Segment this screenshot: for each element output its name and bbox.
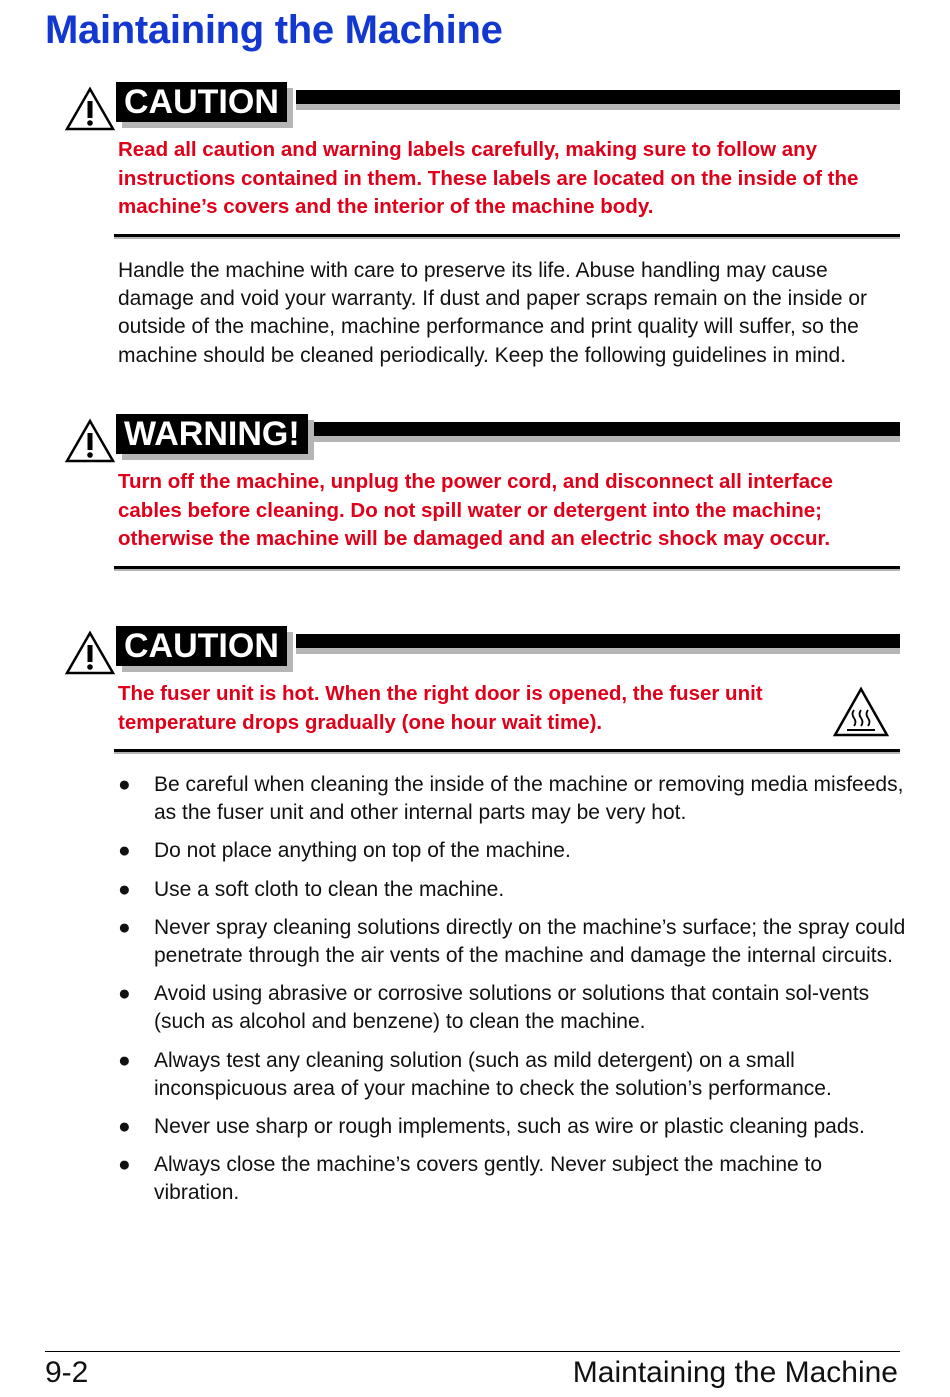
footer-section-title: Maintaining the Machine (572, 1356, 898, 1389)
caution-box-labels (64, 82, 900, 239)
bullet-icon: ● (118, 915, 131, 939)
warning-triangle-icon (64, 418, 116, 464)
caution-bar (296, 634, 900, 648)
bullet-icon: ● (118, 1048, 131, 1072)
list-item: ● Never spray cleaning solutions directly on the machine’s surface; the spray could penetrate through the air vents of the machine and damage the internal circuits. (118, 915, 906, 968)
guidelines-list (118, 771, 908, 1218)
list-item: ● Avoid using abrasive or corrosive solutions or solutions that contain sol-vents (such as alcohol and benzene) to clean the machine. (118, 982, 870, 1034)
warning-text: Turn off the machine, unplug the power cord, and disconnect all interface cables before cleaning. Do not spill water or detergent into the machine; otherwise the machine will be damaged and an electric shock may occur. (118, 470, 833, 550)
warning-triangle-icon (64, 630, 116, 676)
list-item: ● Be careful when cleaning the inside of the machine or removing media misfeeds, as the fuser unit and other internal parts may be very hot. (118, 773, 904, 825)
warning-bar (314, 422, 900, 436)
list-item: ● Use a soft cloth to clean the machine. (118, 876, 908, 904)
caution-text: Read all caution and warning labels carefully, making sure to follow any instructions contained in them. These labels are located on the inside of the machine’s covers and the interior of the machine body. (118, 138, 859, 218)
caution-divider (114, 234, 900, 239)
list-item: ● Never use sharp or rough implements, such as wire or plastic cleaning pads. (118, 1113, 908, 1141)
caution-label: CAUTION (116, 82, 287, 122)
caution-divider (114, 749, 900, 754)
bullet-icon: ● (118, 877, 131, 901)
bullet-icon: ● (118, 839, 131, 863)
caution-bar (296, 90, 900, 104)
page-title: Maintaining the Machine (45, 8, 503, 52)
caution-header (64, 626, 900, 676)
caution-text: The fuser unit is hot. When the right door is opened, the fuser unit temperature drops gradually (one hour wait time). (118, 682, 763, 734)
bullet-icon: ● (118, 1115, 131, 1139)
caution-header (64, 82, 900, 132)
footer-divider (45, 1351, 900, 1352)
hot-surface-icon (832, 686, 890, 738)
caution-label: CAUTION (116, 626, 287, 666)
intro-paragraph: Handle the machine with care to preserve its life. Abuse handling may cause damage and void your warranty. If dust and paper scraps remain on the inside or outside of the machine, machine performance and print quality will suffer, so the machine should be cleaned periodically. Keep the following guidelines in mind. (118, 259, 868, 367)
list-item: ● Always close the machine’s covers gently. Never subject the machine to vibration. (118, 1153, 823, 1205)
list-item: ● Do not place anything on top of the machine. (118, 837, 908, 865)
warning-box (64, 414, 900, 571)
bullet-icon: ● (118, 1153, 131, 1177)
warning-label: WARNING! (116, 414, 308, 454)
warning-divider (114, 566, 900, 571)
bullet-icon: ● (118, 982, 131, 1006)
warning-triangle-icon (64, 86, 116, 132)
bullet-icon: ● (118, 773, 131, 796)
warning-header (64, 414, 900, 464)
caution-box-fuser (64, 626, 900, 754)
list-item: ● Always test any cleaning solution (such as mild detergent) on a small inconspicuous area of your machine to check the solution’s performance. (118, 1048, 832, 1100)
page-number: 9-2 (45, 1356, 89, 1389)
